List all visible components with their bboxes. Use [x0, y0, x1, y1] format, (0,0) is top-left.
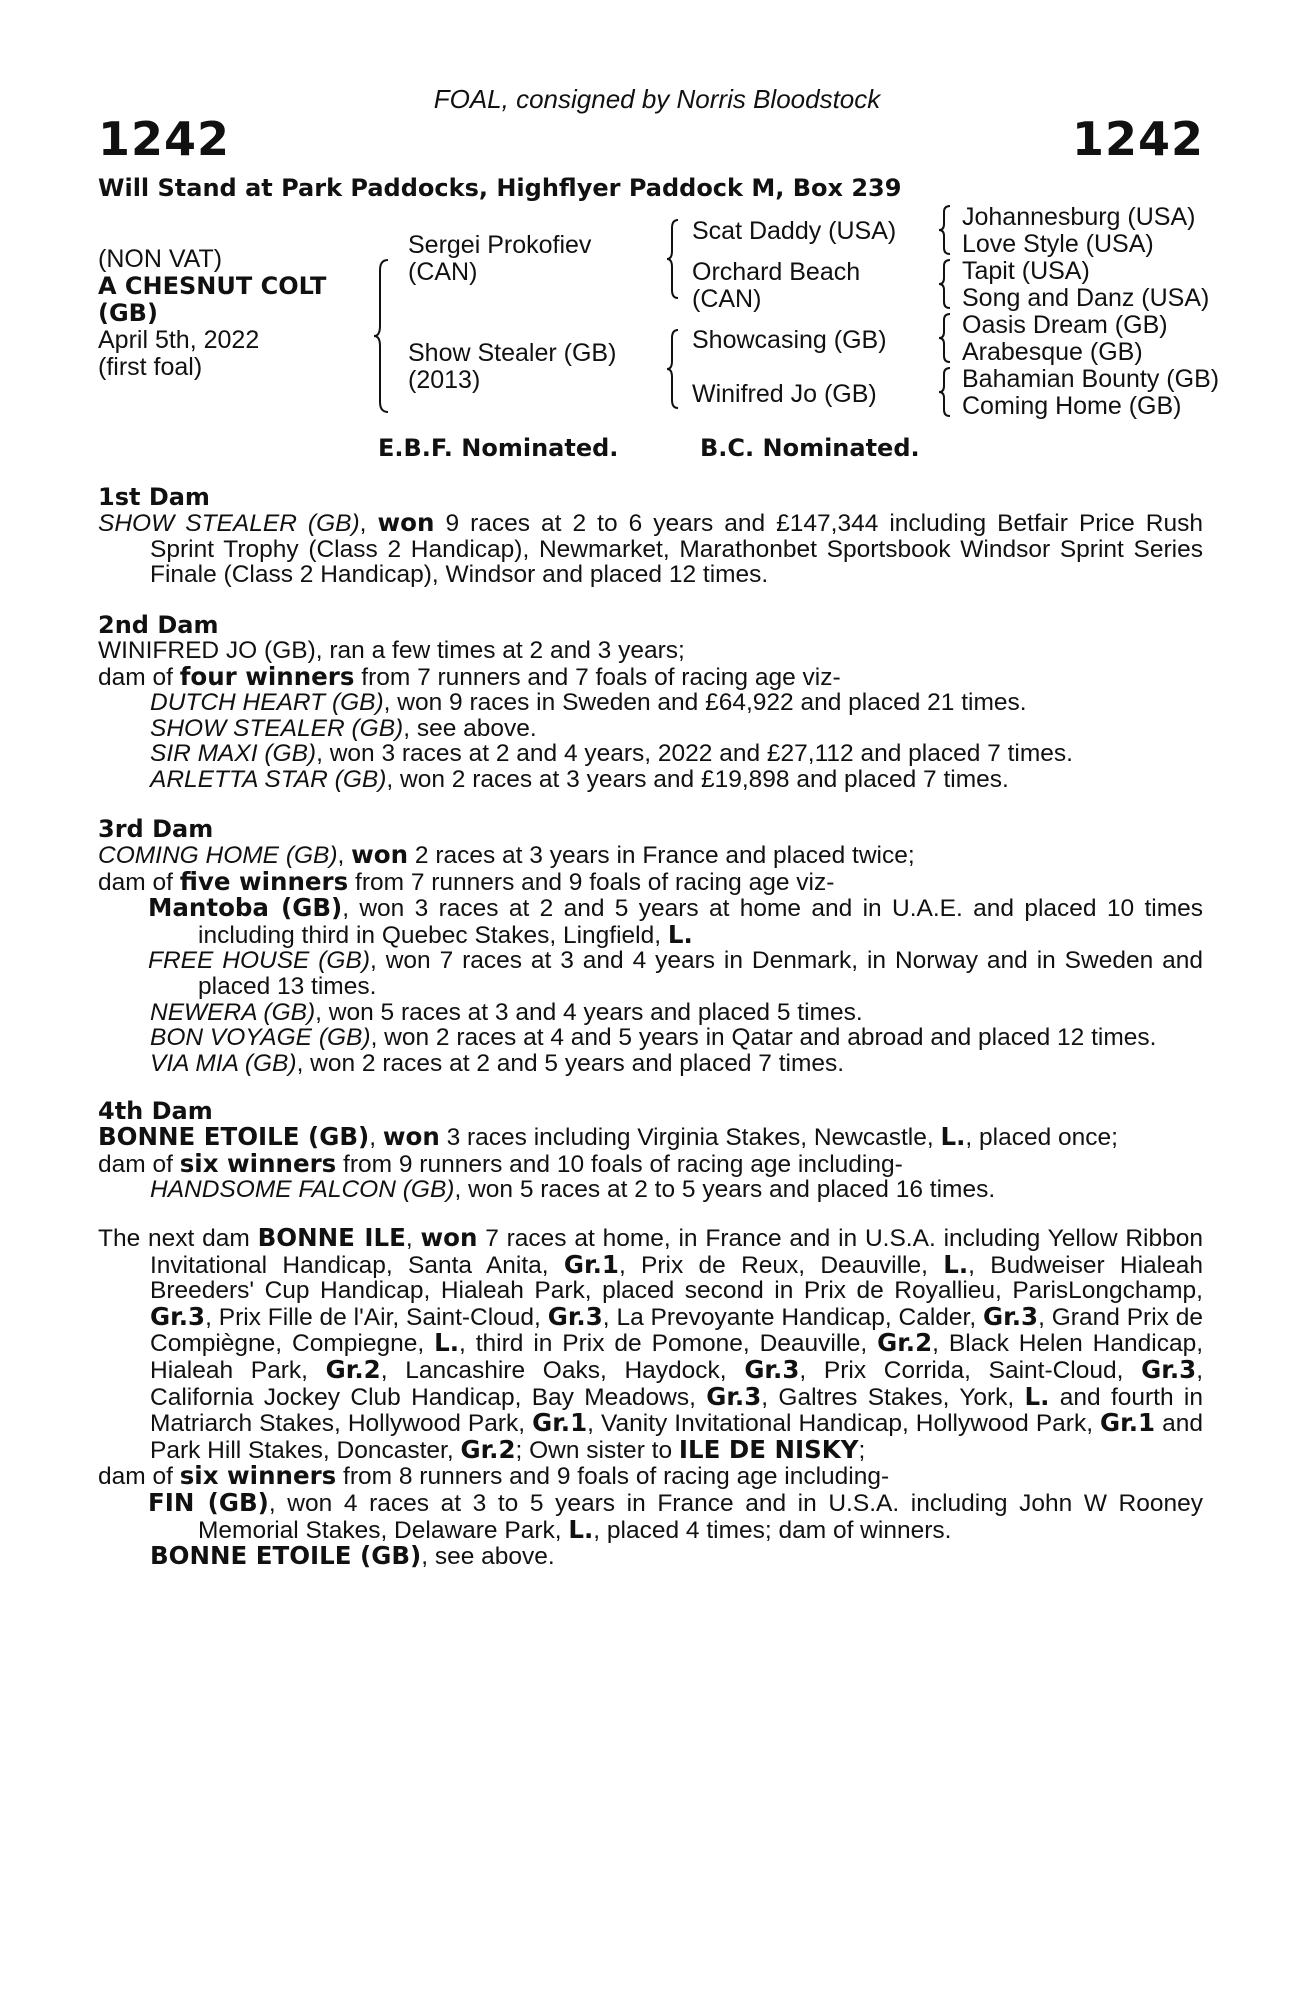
grade-label: Gr.3 [744, 1354, 800, 1384]
fourth-dam-text-end: , placed once; [965, 1124, 1118, 1151]
ss-brace [938, 204, 954, 256]
produce-text: , won 3 races at 2 and 5 years at home and in U.A.E. and placed 10 times including third in Quebec Stakes, Lingfield, [198, 895, 1204, 949]
grade-label: Gr.2 [460, 1434, 516, 1464]
next-dam-record: The next dam BONNE ILE, won 7 races at home, in France and in U.S.A. including Yellow Ribbon Invitational Handicap, Santa Anita, Gr.1, Prix de Reux, Deauville, L., Budweiser Hialeah Breeders' Cup Handicap, Hialeah Park, placed second in Prix de Royallieu, ParisLongchamp, Gr.3, Prix Fille de l'Air, Saint-Cloud, Gr.3, La Prevoyante Handicap, Calder, Gr.3, Grand Prix de Compiègne, Compiegne, L., third in Prix de Pomone, Deauville, Gr.2, Black Helen Handicap, Hialeah Park, Gr.2, Lancashire Oaks, Haydock, Gr.3, Prix Corrida, Saint-Cloud, Gr.3, California Jockey Club Handicap, Bay Meadows, Gr.3, Galtres Stakes, York, L. and fourth in Matriarch Stakes, Hollywood Park, Gr.1, Vanity Invitational Handicap, Hollywood Park, Gr.1 and Park Hill Stakes, Doncaster, Gr.2; Own sister to ILE DE NISKY; [98, 1223, 1204, 1464]
produce-name: FIN (GB) [148, 1487, 269, 1517]
won-label: won [382, 1122, 440, 1151]
sire-country: (CAN) [408, 258, 478, 286]
fourth-dam-produce-summary [98, 1148, 1203, 1178]
race-text: , Prix Fille de l'Air, Saint-Cloud, [205, 1303, 548, 1331]
won-label: won [351, 840, 409, 869]
sire-sire: Scat Daddy (USA) [692, 217, 897, 245]
second-dam-heading: 2nd Dam [98, 611, 219, 639]
grade-label: Gr.3 [983, 1301, 1039, 1331]
dam-sire: Showcasing (GB) [692, 326, 887, 354]
produce-name: NEWERA (GB) [150, 998, 316, 1026]
first-dam-section [98, 484, 1203, 588]
produce-name: VIA MIA (GB) [150, 1049, 297, 1077]
sire-dam: Orchard Beach [692, 258, 861, 286]
first-dam-name: SHOW STEALER (GB) [98, 510, 360, 537]
produce-item [98, 716, 1203, 742]
listed-label: L. [568, 1514, 594, 1544]
sister-name: ILE DE NISKY [678, 1434, 859, 1464]
race-text: ; [858, 1436, 866, 1464]
next-dam-intro: The next dam [98, 1225, 258, 1252]
third-dam-heading: 3rd Dam [98, 815, 214, 843]
produce-text: , see above. [421, 1543, 555, 1571]
produce-item [98, 1177, 1203, 1203]
second-dam-line: WINIFRED JO (GB), ran a few times at 2 and 3 years; [98, 637, 685, 664]
race-text: , Prix Corrida, Saint-Cloud, [799, 1356, 1142, 1384]
foal-note: (first foal) [98, 353, 203, 381]
fourth-dam-name: BONNE ETOILE (GB) [98, 1122, 370, 1151]
sd-brace [938, 258, 954, 310]
grade-label: Gr.1 [1100, 1408, 1156, 1438]
dd-brace [938, 366, 954, 418]
listed-label: L. [940, 1122, 966, 1151]
third-dam-section [98, 816, 1203, 1076]
fourth-dam-section [98, 1098, 1203, 1203]
horse-description-country: (GB) [98, 299, 158, 327]
dam-dam: Winifred Jo (GB) [692, 380, 877, 408]
race-text: , California Jockey Club Handicap, Bay Meadows, [150, 1356, 1203, 1411]
grade-label: Gr.3 [1141, 1354, 1197, 1384]
produce-item [98, 767, 1203, 793]
sire-brace [666, 218, 682, 300]
dds: Bahamian Bounty (GB) [962, 365, 1220, 393]
ebf-nomination: E.B.F. Nominated. [378, 434, 619, 462]
race-text: , Black Helen Handicap, Hialeah Park, [150, 1330, 1204, 1384]
dam-brace [666, 328, 682, 410]
produce-text: , won 5 races at 2 to 5 years and placed 16 times. [454, 1176, 996, 1204]
produce-text: , won 4 races at 3 to 5 years in France and in U.S.A. including John W Rooney Memorial Stakes, Delaware Park, [198, 1489, 1203, 1544]
produce-item [98, 690, 1203, 716]
winners-count: four winners [179, 661, 355, 691]
race-text: , Vanity Invitational Handicap, Hollywood Park, [587, 1410, 1101, 1438]
grade-label: Gr.1 [532, 1408, 588, 1438]
produce-item [98, 1051, 1203, 1077]
bc-nomination: B.C. Nominated. [700, 434, 920, 462]
produce-name: SHOW STEALER (GB) [150, 714, 404, 742]
race-text: , Grand Prix de Compiègne, Compiegne, [150, 1303, 1203, 1358]
produce-item [98, 948, 1203, 999]
sire-dam-brace [372, 258, 392, 414]
next-dam-section [98, 1225, 1203, 1570]
dam-name: Show Stealer (GB) [408, 339, 617, 367]
produce-text: , won 2 races at 4 and 5 years in Qatar and abroad and placed 12 times. [370, 1024, 1157, 1052]
produce-item [98, 1487, 1203, 1544]
won-label: won [377, 508, 435, 537]
produce-text: , won 3 races at 2 and 4 years, 2022 and £27,112 and placed 7 times. [316, 740, 1073, 768]
grade-label: L. [434, 1328, 459, 1358]
next-dam-produce-summary [98, 1463, 1203, 1490]
sds: Tapit (USA) [962, 257, 1090, 285]
grade-label: L. [943, 1249, 969, 1279]
fourth-dam-record: BONNE ETOILE (GB), won 3 races including Virginia Stakes, Newcastle, L., placed once; [98, 1122, 1118, 1151]
second-dam-produce-summary [98, 661, 1203, 691]
consignor-line: FOAL, consigned by Norris Bloodstock [433, 84, 881, 114]
first-dam-text: 9 races at 2 to 6 years and £147,344 including Betfair Price Rush Sprint Trophy (Class 2 Handicap), Newmarket, Marathonbet Sportsbook Windsor Sprint Series Finale (Class 2 Handicap), Windsor and placed 12 times. [150, 510, 1203, 589]
produce-item [98, 895, 1203, 948]
ssd: Love Style (USA) [962, 230, 1154, 258]
winners-count: six winners [179, 1148, 337, 1178]
horse-description: A CHESNUT COLT [98, 272, 327, 300]
first-dam-heading: 1st Dam [98, 483, 210, 511]
produce-text: , won 2 races at 3 years and £19,898 and placed 7 times. [386, 765, 1009, 793]
race-text: 7 races at home, in France and in U.S.A. including Yellow Ribbon Invitational Handicap, Santa Anita, [150, 1225, 1204, 1279]
produce-item [98, 741, 1203, 767]
ddd: Coming Home (GB) [962, 392, 1182, 420]
foaling-date: April 5th, 2022 [98, 326, 260, 354]
dsd: Arabesque (GB) [962, 338, 1143, 366]
produce-item [98, 1543, 1203, 1570]
produce-text: , won 7 races at 3 and 4 years in Denmark, in Norway and in Sweden and placed 13 times. [198, 947, 1203, 1000]
produce-item [98, 1025, 1203, 1051]
race-text: , Budweiser Hialeah Breeders' Cup Handicap, Hialeah Park, placed second in Prix de Royallieu, ParisLongchamp, [150, 1251, 1203, 1305]
grade-label: Gr.2 [877, 1328, 933, 1358]
ds-brace [938, 312, 954, 364]
winners-count: five winners [179, 866, 349, 896]
grade-label: Gr.1 [563, 1249, 619, 1279]
dam-of-label: dam of [98, 663, 180, 691]
sdd: Song and Danz (USA) [962, 284, 1210, 312]
dam-of-label: dam of [98, 1463, 180, 1491]
produce-text-end: , placed 4 times; dam of winners. [593, 1516, 952, 1544]
won-label: won [420, 1223, 478, 1252]
lot-number-right: 1242 [1071, 112, 1204, 166]
produce-text: , won 2 races at 2 and 5 years and placed 7 times. [296, 1049, 845, 1077]
vat-status: (NON VAT) [98, 245, 223, 273]
grade-label: Gr.2 [325, 1354, 381, 1384]
race-text: , Lancashire Oaks, Haydock, [380, 1356, 745, 1384]
produce-item [98, 1000, 1203, 1026]
produce-text: , won 9 races in Sweden and £64,922 and placed 21 times. [383, 689, 1027, 717]
listed-label: L. [667, 919, 693, 949]
produce-name: BONNE ETOILE (GB) [150, 1541, 422, 1571]
third-dam-text: 2 races at 3 years in France and placed twice; [408, 842, 915, 869]
third-dam-name: COMING HOME (GB) [98, 842, 338, 869]
third-dam-record: COMING HOME (GB), won 2 races at 3 years in France and placed twice; [98, 840, 915, 869]
lot-number-left: 1242 [98, 112, 231, 166]
fourth-dam-heading: 4th Dam [98, 1097, 213, 1125]
next-dam-name: BONNE ILE [257, 1223, 406, 1252]
produce-text: , won 5 races at 3 and 4 years and placed 5 times. [315, 998, 863, 1026]
dam-of-rest: from 7 runners and 9 foals of racing age viz- [348, 868, 835, 896]
grade-label: Gr.3 [150, 1301, 206, 1331]
sire-name: Sergei Prokofiev [408, 231, 592, 259]
race-text: , La Prevoyante Handicap, Calder, [602, 1303, 984, 1331]
produce-text: , see above. [403, 714, 537, 742]
produce-name: SIR MAXI (GB) [150, 740, 317, 768]
dam-of-rest: from 8 runners and 9 foals of racing age including- [336, 1463, 890, 1491]
stand-location: Will Stand at Park Paddocks, Highflyer Paddock M, Box 239 [98, 174, 902, 202]
dam-of-rest: from 9 runners and 10 foals of racing age including- [336, 1150, 903, 1178]
produce-name: DUTCH HEART (GB) [150, 689, 384, 717]
produce-name: ARLETTA STAR (GB) [150, 765, 387, 793]
produce-name: Mantoba (GB) [148, 893, 343, 923]
race-text: and fourth in Matriarch Stakes, Hollywood Park, [150, 1383, 1203, 1438]
second-dam-section [98, 612, 1203, 793]
dam-of-label: dam of [98, 1150, 180, 1178]
first-dam-record: SHOW STEALER (GB), won 9 races at 2 to 6 years and £147,344 including Betfair Price Rush Sprint Trophy (Class 2 Handicap), Newmarket, Marathonbet Sportsbook Windsor Sprint Series Finale (Class 2 Handicap), Windsor and placed 12 times. [98, 508, 1203, 589]
sire-dam-country: (CAN) [692, 285, 762, 313]
grade-label: Gr.3 [547, 1301, 603, 1331]
produce-name: FREE HOUSE (GB) [148, 947, 370, 975]
winners-count: six winners [179, 1461, 337, 1491]
grade-label: L. [1024, 1381, 1050, 1411]
race-text: and Park Hill Stakes, Doncaster, [150, 1410, 1203, 1464]
race-text: , Galtres Stakes, York, [761, 1383, 1025, 1411]
produce-name: BON VOYAGE (GB) [150, 1024, 371, 1052]
race-text: ; Own sister to [515, 1436, 679, 1464]
race-text: , Prix de Reux, Deauville, [618, 1251, 944, 1279]
race-text: , third in Prix de Pomone, Deauville, [459, 1330, 878, 1358]
sss: Johannesburg (USA) [962, 203, 1196, 231]
dam-year: (2013) [408, 366, 481, 394]
dss: Oasis Dream (GB) [962, 311, 1168, 339]
third-dam-produce-summary [98, 866, 1203, 896]
dam-of-label: dam of [98, 868, 180, 896]
grade-label: Gr.3 [706, 1381, 762, 1411]
fourth-dam-text: 3 races including Virginia Stakes, Newcastle, [439, 1124, 941, 1151]
produce-name: HANDSOME FALCON (GB) [150, 1176, 455, 1204]
dam-of-rest: from 7 runners and 7 foals of racing age viz- [354, 663, 841, 691]
